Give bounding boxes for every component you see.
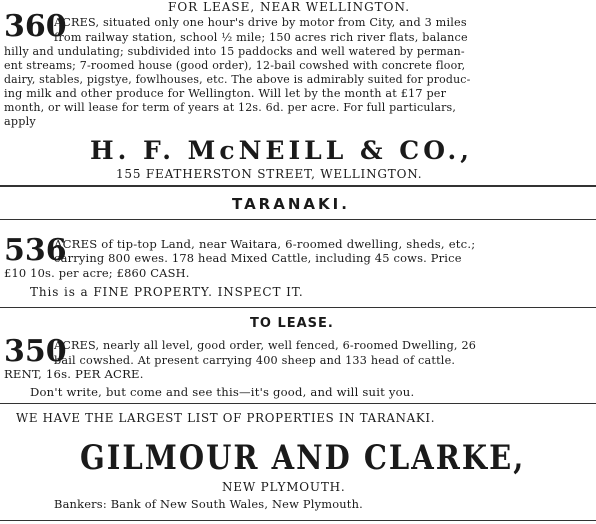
ad1-line-5: dairy, stables, pigstye, fowlhouses, etc. The above is admirably suited for produc- [4, 73, 471, 86]
divider [0, 403, 596, 404]
ad1-heading: FOR LEASE, NEAR WELLINGTON. [168, 0, 411, 14]
ad1-line-1: ACRES, situated only one hour's drive by motor from City, and 3 miles [54, 16, 467, 29]
ad2-line-4: This is a FINE PROPERTY. INSPECT IT. [30, 285, 304, 299]
firm-name: GILMOUR AND CLARKE, [80, 438, 526, 478]
footer-claim: WE HAVE THE LARGEST LIST OF PROPERTIES IN TARANAKI. [16, 411, 436, 425]
ad3-line-3: RENT, 16s. PER ACRE. [4, 367, 144, 381]
ad1-acreage-number: 360 [4, 9, 67, 44]
ad3-heading: TO LEASE. [250, 316, 334, 331]
firm-town: NEW PLYMOUTH. [222, 480, 346, 494]
bankers-note: Bankers: Bank of New South Wales, New Plymouth. [54, 497, 363, 511]
ad3-line-1: ACRES, nearly all level, good order, well fenced, 6-roomed Dwelling, 26 [54, 339, 477, 352]
ad1-line-6: ing milk and other produce for Wellington. Will let by the month at £17 per [4, 87, 447, 100]
ad3-acreage-number: 350 [4, 334, 67, 369]
section-title: TARANAKI. [232, 195, 350, 213]
ad2-line-1: ACRES of tip-top Land, near Waitara, 6-roomed dwelling, sheds, etc.; [54, 237, 476, 251]
ad3-line-4: Don't write, but come and see this—it's good, and will suit you. [30, 385, 415, 399]
ad2-acreage-number: 536 [4, 233, 67, 268]
divider [0, 219, 596, 220]
ad2-line-2: carrying 800 ewes. 178 head Mixed Cattle, including 45 cows. Price [54, 251, 462, 265]
ad1-agent-address: 155 FEATHERSTON STREET, WELLINGTON. [116, 167, 423, 181]
ad1-agent-name: H. F. McNEILL & CO., [90, 136, 473, 165]
divider [0, 307, 596, 308]
ad1-line-4: ent streams; 7-roomed house (good order), 12-bail cowshed with concrete floor, [4, 59, 466, 72]
ad1-line-8: apply [4, 115, 36, 128]
ad1-line-3: hilly and undulating; subdivided into 15 paddocks and well watered by perman- [4, 45, 465, 58]
divider [0, 185, 596, 187]
ad2-line-3: £10 10s. per acre; £860 CASH. [4, 266, 190, 280]
divider [0, 520, 596, 521]
ad3-line-2: bail cowshed. At present carrying 400 sheep and 133 head of cattle. [54, 354, 456, 367]
ad1-line-7: month, or will lease for term of years at 12s. 6d. per acre. For full particulars, [4, 101, 457, 114]
ad1-line-2: from railway station, school ½ mile; 150 acres rich river flats, balance [54, 31, 468, 44]
